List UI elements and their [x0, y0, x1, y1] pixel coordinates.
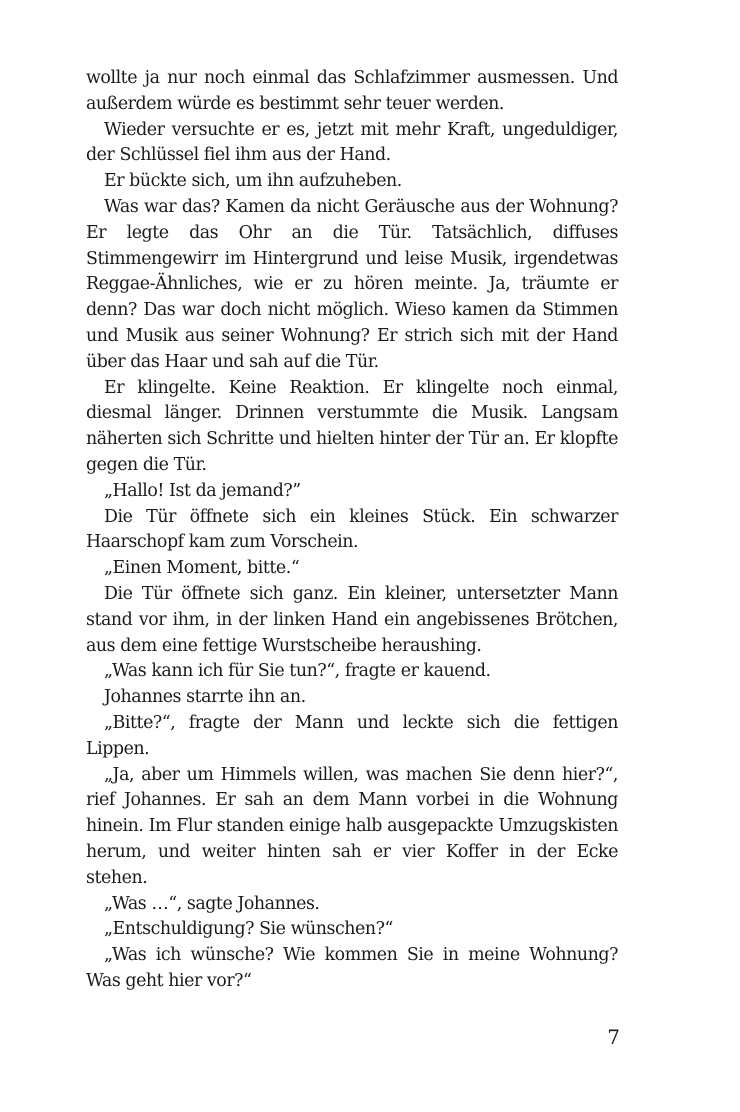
- paragraph: Er bückte sich, um ihn aufzuheben.: [104, 171, 402, 192]
- paragraph: „Einen Moment, bitte.“: [104, 558, 300, 579]
- paragraph: „Entschuldigung? Sie wünschen?“: [104, 919, 393, 940]
- paragraph: Johannes starrte ihn an.: [104, 687, 306, 708]
- paragraph: „Ja, aber um Himmels willen, was machen Sie denn hier?“, rief Johannes. Er sah an dem Mann vorbei in die Wohnung hinein. Im Flur standen einige halb ausgepackte Umzugskisten herum, und weiter hinten sah er vier Koffer in der Ecke stehen.: [86, 764, 618, 888]
- page-number: 7: [607, 1025, 620, 1049]
- paragraph: Er klingelte. Keine Reaktion. Er klingelte noch einmal, diesmal länger. Drinnen verstummte die Musik. Langsam näherten sich Schritte und hielten hinter der Tür an. Er klopfte gegen die Tür.: [86, 377, 618, 475]
- paragraph: „Bitte?“, fragte der Mann und leckte sich die fettigen Lippen.: [86, 712, 618, 759]
- paragraph: Die Tür öffnete sich ein kleines Stück. Ein schwarzer Haarschopf kam zum Vorschein.: [86, 506, 618, 553]
- paragraph: „Was …“, sagte Johannes.: [104, 893, 320, 914]
- paragraph: Wieder versuchte er es, jetzt mit mehr Kraft, ungeduldiger, der Schlüssel fiel ihm aus der Hand.: [86, 119, 618, 166]
- paragraph: Was war das? Kamen da nicht Geräusche aus der Wohnung? Er legte das Ohr an die Tür. Tatsächlich, diffuses Stimmengewirr im Hintergrund und leise Musik, irgendetwas Reggae-Ähnliches, wie er zu hören meinte. Ja, träumte er denn? Das war doch nicht möglich. Wieso kamen da Stimmen und Musik aus seiner Wohnung? Er strich sich mit der Hand über das Haar und sah auf die Tür.: [86, 196, 618, 372]
- paragraph: wollte ja nur noch einmal das Schlafzimmer ausmessen. Und außerdem würde es bestimmt sehr teuer werden.: [86, 68, 618, 114]
- paragraph: „Was ich wünsche? Wie kommen Sie in meine Wohnung? Was geht hier vor?“: [86, 945, 618, 991]
- book-page-text: [86, 66, 618, 995]
- paragraph: „Was kann ich für Sie tun?“, fragte er kauend.: [104, 661, 491, 682]
- paragraph: Die Tür öffnete sich ganz. Ein kleiner, untersetzter Mann stand vor ihm, in der linken Hand ein angebissenes Brötchen, aus dem eine fettige Wurstscheibe heraushing.: [86, 583, 618, 656]
- paragraph: „Hallo! Ist da jemand?”: [104, 480, 301, 501]
